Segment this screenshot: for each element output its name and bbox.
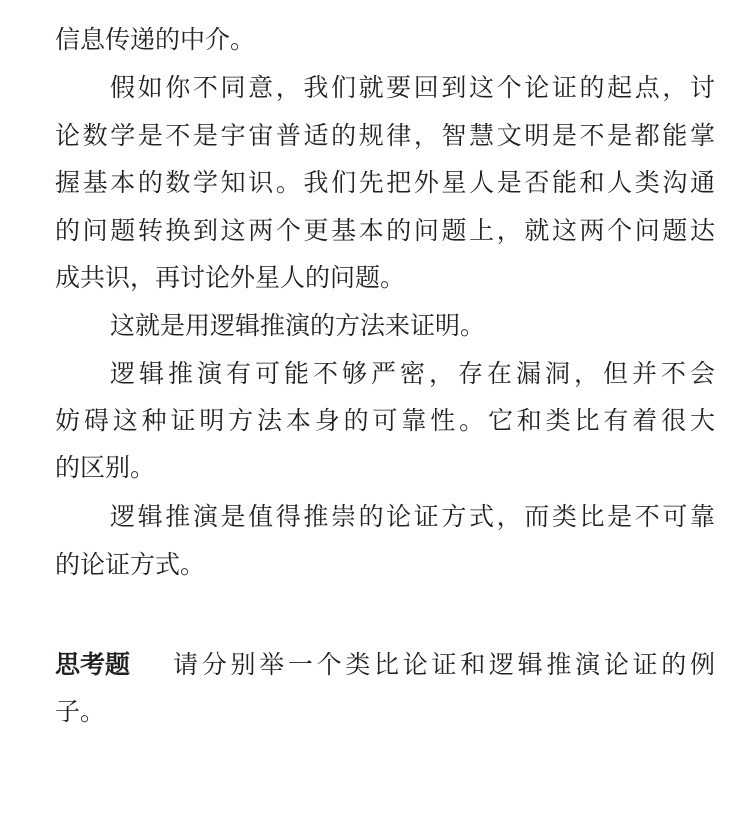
text-line: 的问题转换到这两个更基本的问题上，就这两个问题达 [55, 216, 715, 245]
text-line: 这就是用逻辑推演的方法来证明。 [110, 311, 486, 340]
text-line: 假如你不同意，我们就要回到这个论证的起点，讨 [110, 73, 715, 102]
text-line: 逻辑推演是值得推崇的论证方式，而类比是不可靠 [110, 502, 715, 531]
text-line: 信息传递的中介。 [55, 25, 256, 54]
exercise-text: 请分别举一个类比论证和逻辑推演论证的例 [173, 650, 715, 679]
text-line: 的论证方式。 [55, 550, 206, 579]
text-line: 成共识，再讨论外星人的问题。 [55, 263, 406, 292]
text-line: 论数学是不是宇宙普适的规律，智慧文明是不是都能掌 [55, 121, 715, 150]
text-line: 的区别。 [55, 453, 156, 482]
text-line: 逻辑推演有可能不够严密，存在漏洞，但并不会 [110, 359, 715, 388]
text-line: 妨碍这种证明方法本身的可靠性。它和类比有着很大 [55, 406, 715, 435]
exercise-text-continued: 子。 [55, 697, 106, 726]
exercise-label: 思考题 [55, 650, 131, 679]
text-line: 握基本的数学知识。我们先把外星人是否能和人类沟通 [55, 168, 715, 197]
exercise-line [55, 649, 715, 681]
